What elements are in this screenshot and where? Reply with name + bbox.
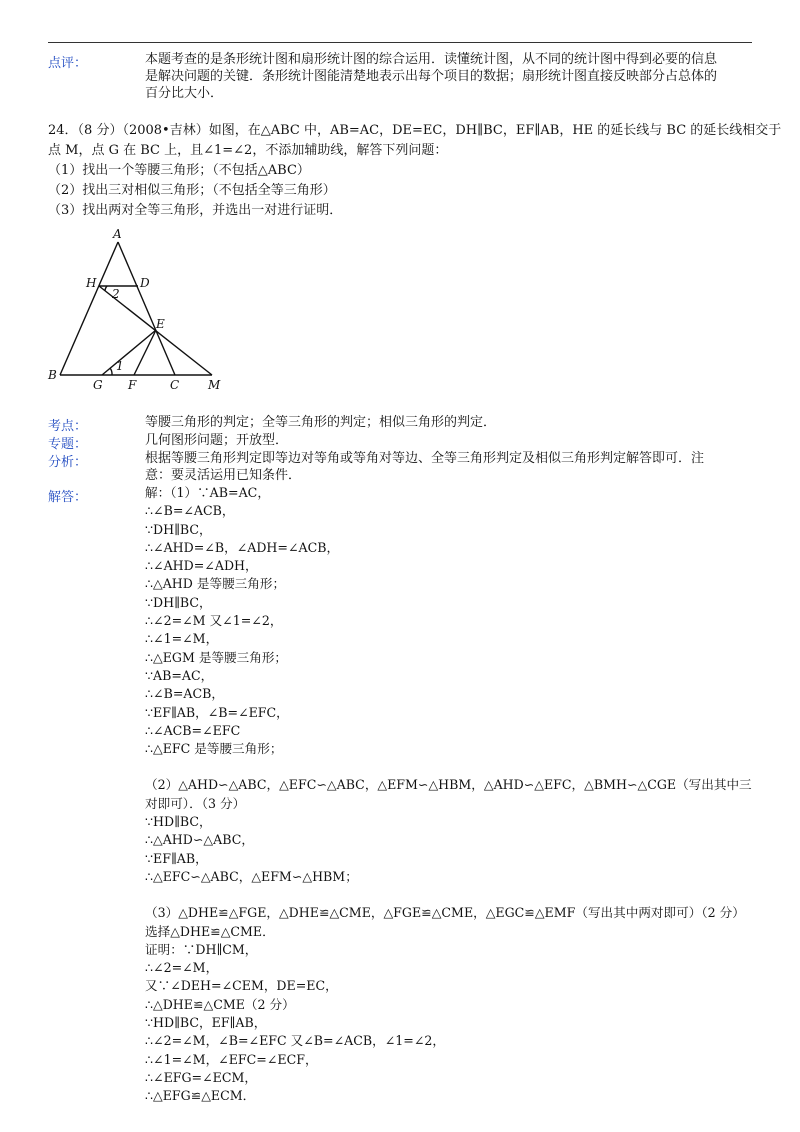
solution-line: ∴∠2=∠M，∠B=∠EFC 又∠B=∠ACB，∠1=∠2， — [145, 1033, 446, 1049]
point-f-label: F — [128, 378, 137, 392]
solution-line: ∵DH∥BC， — [145, 594, 212, 610]
question-line: 点 M，点 G 在 BC 上，且∠1=∠2，不添加辅助线，解答下列问题： — [48, 143, 448, 158]
solution-line: ∴△EGM 是等腰三角形； — [145, 649, 288, 665]
point-d-label: D — [140, 276, 150, 290]
solution-line: ∴△AHD 是等腰三角形； — [145, 576, 286, 592]
solution-line: ∴∠B=ACB， — [145, 686, 224, 702]
solution-line: ∵HD∥BC，EF∥AB， — [145, 1015, 267, 1031]
solution-line: ∴∠AHD=∠ADH， — [145, 558, 258, 574]
solution-line: ∴∠2=∠M， — [145, 960, 219, 976]
solution-line: ∴△EFC 是等腰三角形； — [145, 741, 283, 757]
question-line: 24．（8 分）（2008•吉林）如图，在△ABC 中，AB=AC，DE=EC，DH∥BC，EF∥AB，HE 的延长线与 BC 的延长线相交于 — [48, 123, 782, 138]
point-a-label: A — [113, 227, 122, 241]
solution-line: （2）△AHD∽△ABC，△EFC∽△ABC，△EFM∽△HBM，△AHD∽△EFC，△BMH∽△CGE（写出其中三 — [145, 777, 752, 793]
point-e-label: E — [156, 317, 165, 331]
top-rule — [48, 42, 752, 43]
fenxi-line: 根据等腰三角形判定即等边对等角或等角对等边、全等三角形判定及相似三角形判定解答即可．注 — [145, 451, 705, 466]
point-h-label: H — [86, 276, 97, 290]
solution-line: ∵AB=AC， — [145, 667, 214, 683]
fenxi-line: 意：要灵活运用已知条件． — [145, 468, 302, 483]
fenxi-label: 分析： — [48, 455, 88, 470]
solution-line: ∴△EFC∽△ABC，△EFM∽△HBM； — [145, 868, 358, 884]
segment-ab — [60, 242, 118, 375]
angle-2-label: 2 — [112, 287, 120, 301]
review-text — [145, 51, 765, 102]
point-b-label: B — [48, 368, 57, 382]
review-line: 百分比大小． — [145, 86, 224, 101]
question-line: （1）找出一个等腰三角形；（不包括△ABC） — [48, 163, 310, 178]
angle-1-arc — [110, 368, 112, 375]
solution-line: ∴∠B=∠ACB， — [145, 503, 235, 519]
segment-ef — [134, 330, 156, 375]
solution-line: ∴∠AHD=∠B，∠ADH=∠ACB， — [145, 539, 340, 555]
solution-line: ∴∠EFG=∠ECM， — [145, 1069, 257, 1085]
jieda-solution — [145, 484, 775, 1106]
solution-line: ∵DH∥BC， — [145, 521, 212, 537]
point-c-label: C — [170, 378, 180, 392]
solution-line: ∴∠ACB=∠EFC — [145, 722, 241, 738]
solution-line: 对即可）．（3 分） — [145, 795, 246, 811]
point-m-label: M — [208, 378, 221, 392]
question-line: （3）找出两对全等三角形，并选出一对进行证明． — [48, 203, 343, 218]
solution-line: ∵EF∥AB，∠B=∠EFC， — [145, 704, 289, 720]
solution-line: 又∵∠DEH=∠CEM，DE=EC， — [145, 978, 338, 994]
solution-line: 选择△DHE≌△CME． — [145, 923, 275, 939]
solution-line: ∴△AHD∽△ABC， — [145, 832, 254, 848]
review-line: 是解决问题的关键．条形统计图能清楚地表示出每个项目的数据；扇形统计图直接反映部分占总体的 — [145, 69, 718, 84]
solution-line: ∵HD∥BC， — [145, 814, 212, 830]
question-line: （2）找出三对相似三角形；（不包括全等三角形） — [48, 183, 336, 198]
solution-line: ∴∠2=∠M 又∠1=∠2， — [145, 613, 283, 629]
solution-line: ∴△EFG≌△ECM． — [145, 1088, 256, 1104]
review-line: 本题考查的是条形统计图和扇形统计图的综合运用．读懂统计图，从不同的统计图中得到必要的信息 — [145, 52, 718, 67]
geometry-figure — [40, 225, 240, 395]
angle-1-label: 1 — [116, 359, 124, 373]
solution-line: ∴∠1=∠M， — [145, 631, 219, 647]
angle-2-arc — [105, 286, 107, 291]
fenxi-text — [145, 450, 765, 484]
point-g-label: G — [93, 378, 103, 392]
jieda-label: 解答： — [48, 490, 88, 505]
zhuanti-label: 专题： — [48, 437, 88, 452]
kaodian-text: 等腰三角形的判定；全等三角形的判定；相似三角形的判定． — [145, 415, 497, 430]
kaodian-label: 考点： — [48, 419, 88, 434]
solution-line: 解：（1）∵AB=AC， — [145, 485, 270, 500]
question-text — [48, 121, 782, 221]
review-label: 点评： — [48, 56, 88, 71]
zhuanti-text: 几何图形问题；开放型． — [145, 433, 289, 448]
solution-line: ∴∠1=∠M，∠EFC=∠ECF， — [145, 1051, 318, 1067]
solution-line: ∴△DHE≌△CME（2 分） — [145, 996, 295, 1012]
solution-line: 证明：∵DH∥CM， — [145, 941, 258, 957]
solution-line: ∵EF∥AB， — [145, 850, 208, 866]
solution-line: （3）△DHE≌△FGE，△DHE≌△CME，△FGE≌△CME，△EGC≌△EMF（写出其中两对即可）（2 分） — [145, 905, 745, 921]
